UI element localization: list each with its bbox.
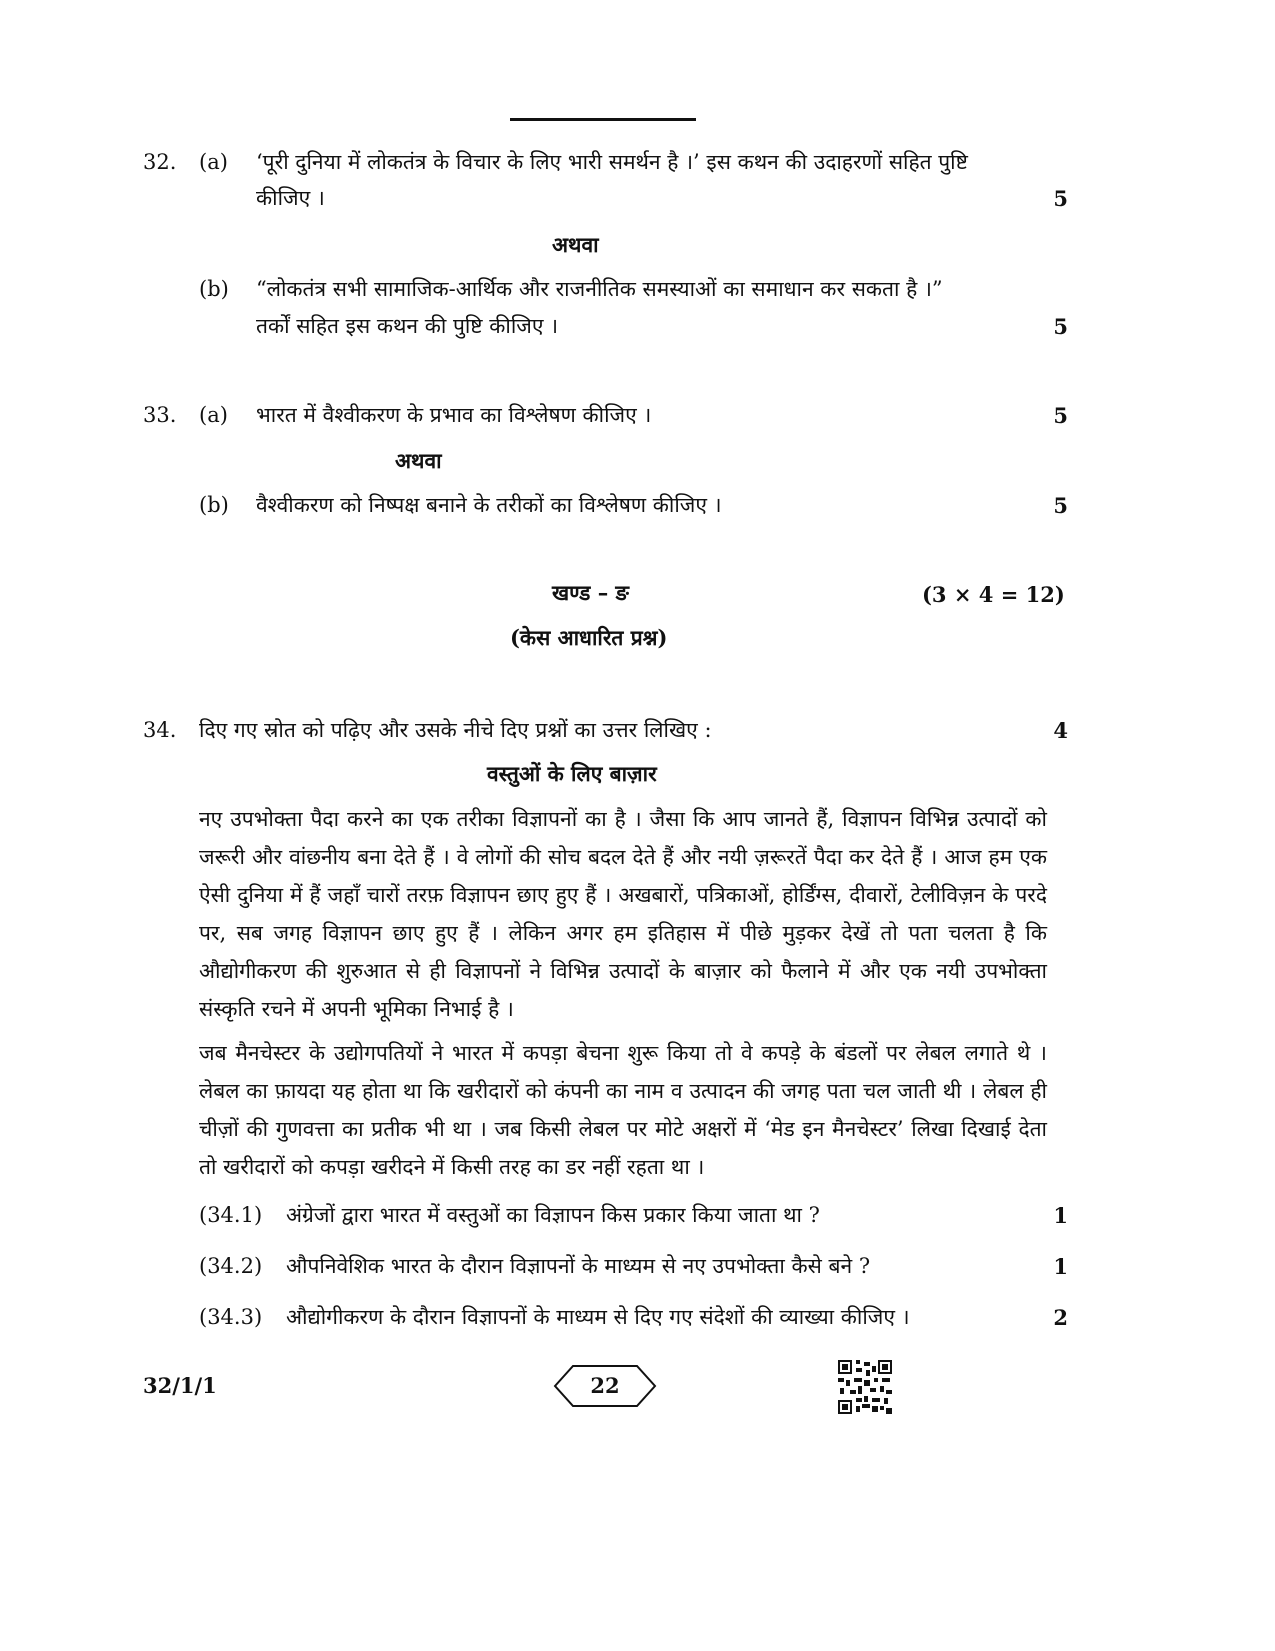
q33-b-text: वैश्वीकरण को निष्पक्ष बनाने के तरीकों का विश्लेषण कीजिए । <box>256 493 722 517</box>
q33-a-marks: 5 <box>1053 403 1068 428</box>
top-rule <box>510 118 696 121</box>
section-title: खण्ड – ङ <box>552 580 629 605</box>
q32-a-marks: 5 <box>1053 186 1068 211</box>
subq-3-marks: 2 <box>1053 1305 1068 1330</box>
q34-marks: 4 <box>1053 718 1068 743</box>
subq-2-marks: 1 <box>1053 1254 1068 1279</box>
q32-number: 32. <box>143 150 177 174</box>
q32-b-line2: तर्कों सहित इस कथन की पुष्टि कीजिए । <box>256 314 559 338</box>
subq-1-label: (34.1) <box>199 1203 263 1227</box>
page-number-badge <box>553 1364 657 1408</box>
q32-a-label: (a) <box>199 150 228 174</box>
q32-b-line1: “लोकतंत्र सभी सामाजिक-आर्थिक और राजनीतिक समस्याओं का समाधान कर सकता है ।” <box>256 277 943 301</box>
source-paragraph-1: नए उपभोक्ता पैदा करने का एक तरीका विज्ञापनों का है । जैसा कि आप जानते हैं, विज्ञापन विभिन्न उत्पादों को जरूरी और वांछनीय बना देते हैं । वे लोगों की सोच बदल देते हैं और नयी ज़रूरतें पैदा कर देते हैं । आज हम एक ऐसी दुनिया में हैं जहाँ चारों तरफ़ विज्ञापन छाए हुए हैं । अखबारों, पत्रिकाओं, होर्डिंग्स, दीवारों, टेलीविज़न के परदे पर, सब जगह विज्ञापन छाए हुए हैं । लेकिन अगर हम इतिहास में पीछे मुड़कर देखें तो पता चलता है कि औद्योगीकरण की शुरुआत से ही विज्ञापनों ने विभिन्न उत्पादों के बाज़ार को फैलाने में और एक नयी उपभोक्ता संस्कृति रचने में अपनी भूमिका निभाई है । <box>199 807 1047 1021</box>
q32-b-marks: 5 <box>1053 314 1068 339</box>
q34-intro: दिए गए स्रोत को पढ़िए और उसके नीचे दिए प्रश्नों का उत्तर लिखिए : <box>199 718 712 742</box>
q33-number: 33. <box>143 403 177 427</box>
q33-a-label: (a) <box>199 403 228 427</box>
qr-code-icon <box>838 1360 892 1414</box>
subq-2-label: (34.2) <box>199 1254 263 1278</box>
q33-a-text: भारत में वैश्वीकरण के प्रभाव का विश्लेषण कीजिए । <box>256 403 652 427</box>
q33-or: अथवा <box>395 448 442 473</box>
subq-3-text: औद्योगीकरण के दौरान विज्ञापनों के माध्यम से दिए गए संदेशों की व्याख्या कीजिए । <box>286 1305 910 1329</box>
q32-or: अथवा <box>552 232 599 257</box>
paper-code: 32/1/1 <box>143 1373 217 1398</box>
q32-b-label: (b) <box>199 277 229 301</box>
q33-b-label: (b) <box>199 493 229 517</box>
subq-1-marks: 1 <box>1053 1203 1068 1228</box>
source-heading: वस्तुओं के लिए बाज़ार <box>487 761 657 786</box>
page-number: 22 <box>590 1373 620 1398</box>
q34-number: 34. <box>143 718 177 742</box>
source-paragraph-2: जब मैनचेस्टर के उद्योगपतियों ने भारत में कपड़ा बेचना शुरू किया तो वे कपड़े के बंडलों पर लेबल लगाते थे । लेबल का फ़ायदा यह होता था कि खरीदारों को कंपनी का नाम व उत्पादन की जगह पता चल जाती थी । लेबल ही चीज़ों की गुणवत्ता का प्रतीक भी था । जब किसी लेबल पर मोटे अक्षरों में ‘मेड इन मैनचेस्टर’ लिखा दिखाई देता तो खरीदारों को कपड़ा खरीदने में किसी तरह का डर नहीं रहता था । <box>199 1041 1047 1179</box>
subq-2-text: औपनिवेशिक भारत के दौरान विज्ञापनों के माध्यम से नए उपभोक्ता कैसे बने ? <box>286 1254 871 1278</box>
q33-b-marks: 5 <box>1053 493 1068 518</box>
subq-3-label: (34.3) <box>199 1305 263 1329</box>
q32-a-line1: ‘पूरी दुनिया में लोकतंत्र के विचार के लिए भारी समर्थन है ।’ इस कथन की उदाहरणों सहित पुष्टि <box>256 150 968 174</box>
section-marks: (3 × 4 = 12) <box>922 582 1065 607</box>
section-subtitle: (केस आधारित प्रश्न) <box>510 625 668 650</box>
q32-a-line2: कीजिए । <box>256 186 325 210</box>
subq-1-text: अंग्रेजों द्वारा भारत में वस्तुओं का विज्ञापन किस प्रकार किया जाता था ? <box>286 1203 820 1227</box>
